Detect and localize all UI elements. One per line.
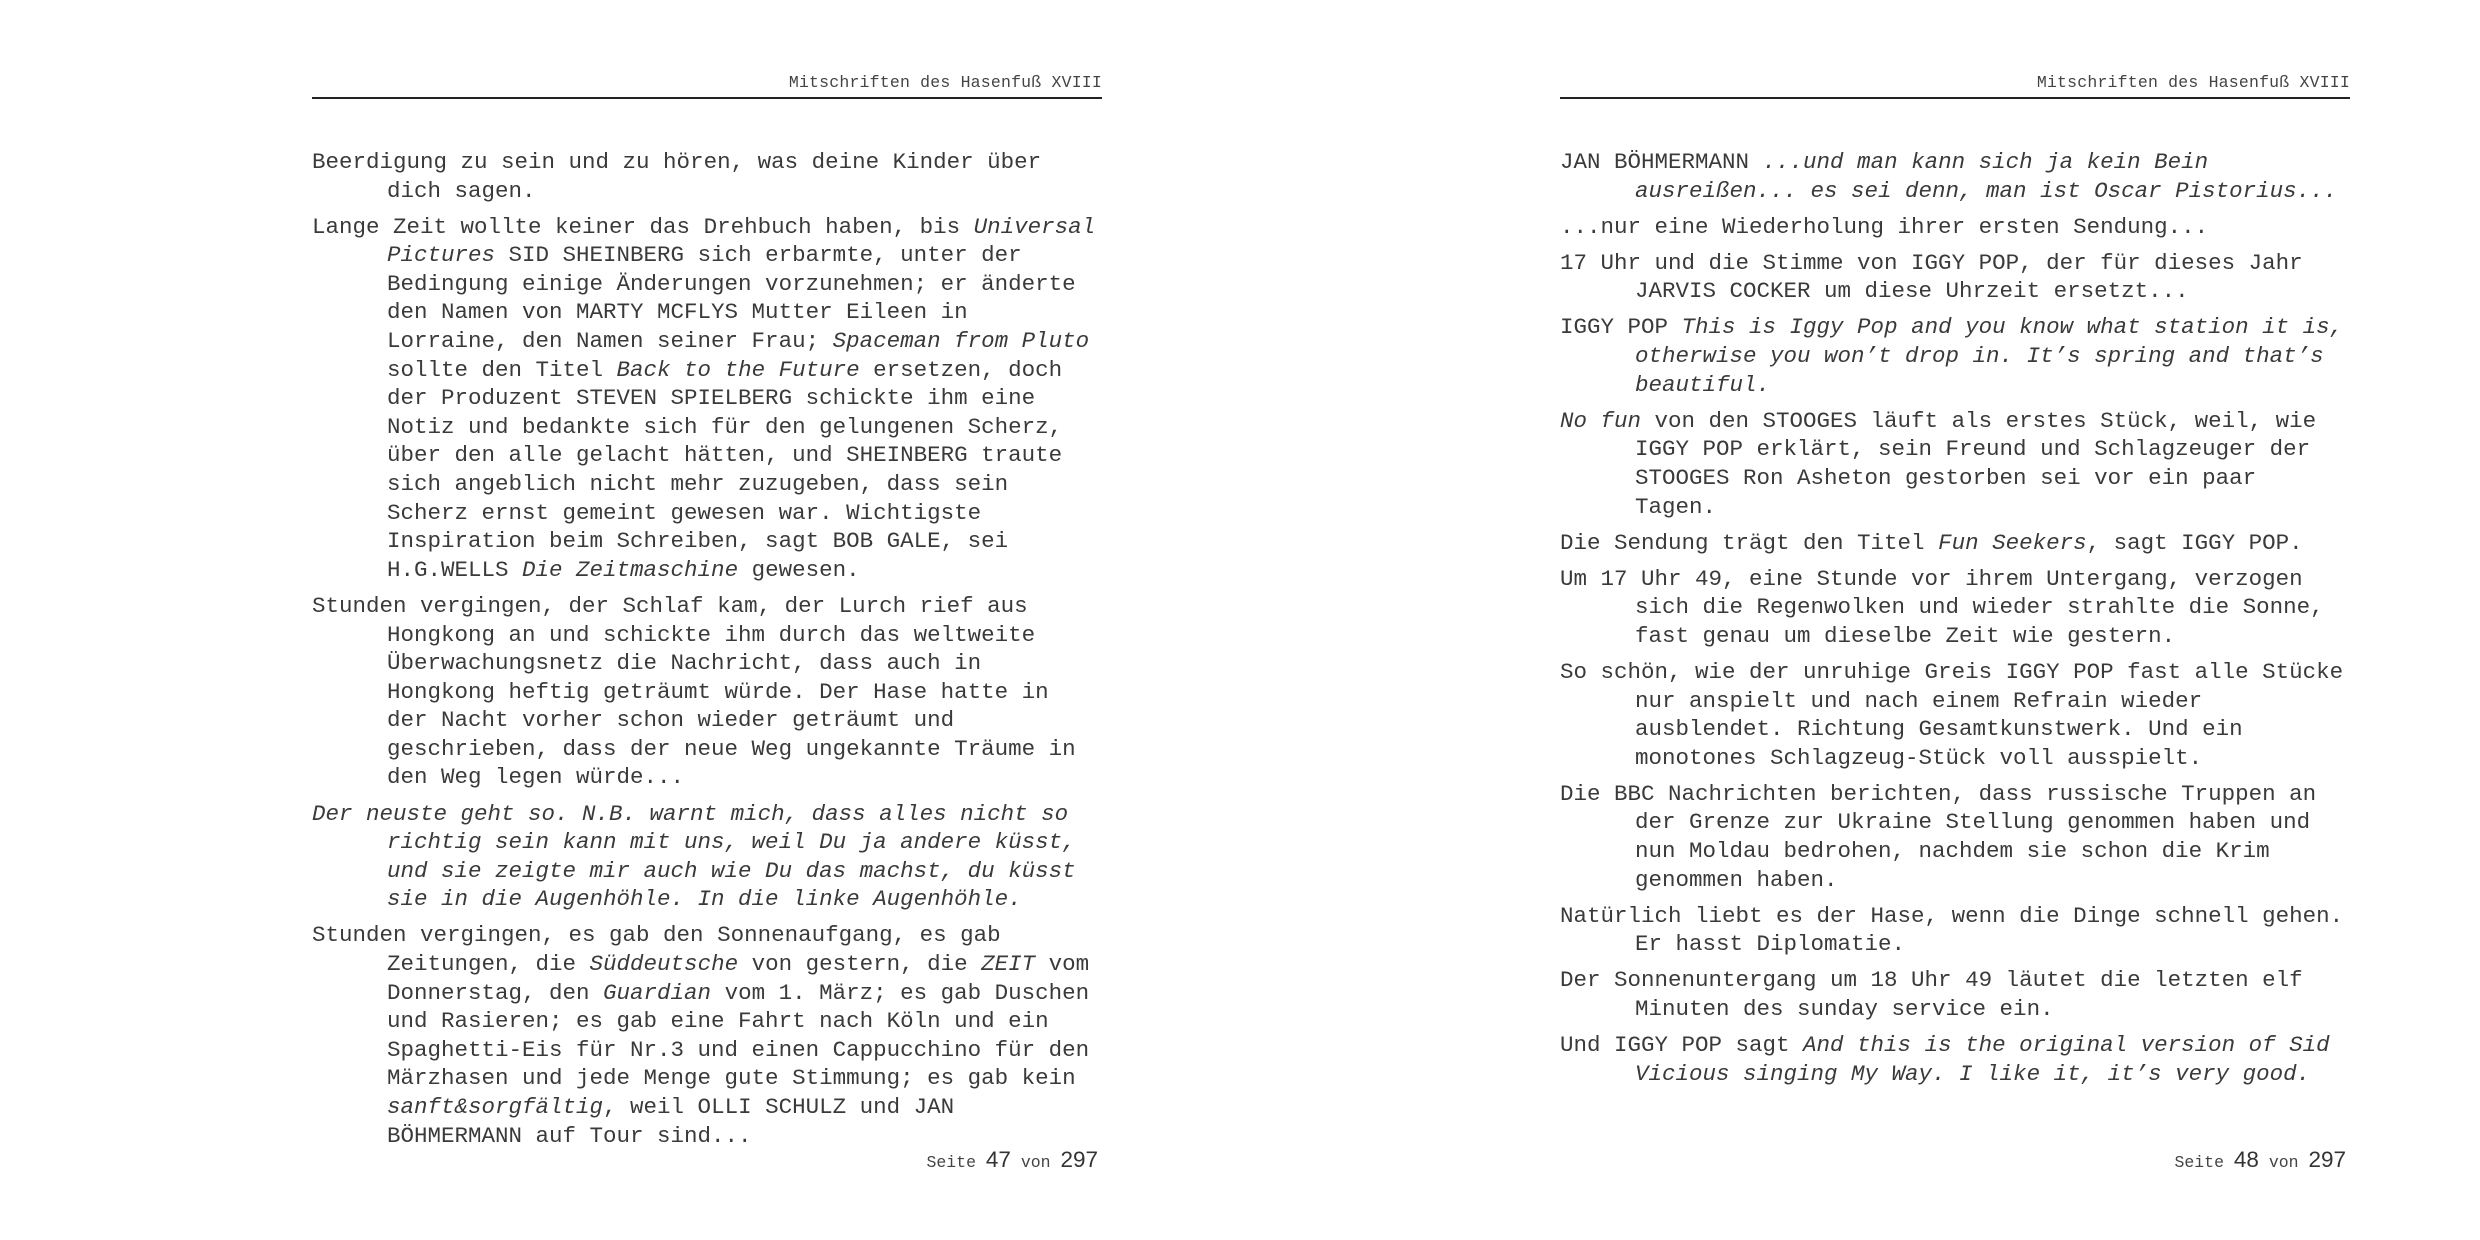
text-run: ersetzen, doch der Produzent STEVEN SPIELBERG schickte ihm eine Notiz und bedankte sich für den gelungenen Scherz, über den alle gelacht hätten, und SHEINBERG traute sich angeblich nicht mehr zuzugeben, dass sein Scherz ernst gemeint gewesen war. Wichtigste Inspiration beim Schreiben, sagt BOB GALE, sei H.G.WELLS	[387, 356, 1063, 583]
total-pages: 297	[1060, 1147, 1098, 1172]
page-number: 47	[985, 1147, 1011, 1172]
paragraph	[1560, 658, 2350, 772]
body-text	[1560, 148, 2350, 1096]
text-run: gewesen.	[738, 556, 860, 583]
text-run: Natürlich liebt es der Hase, wenn die Dinge schnell gehen. Er hasst Diplomatie.	[1560, 902, 2344, 958]
text-run: IGGY POP	[1560, 314, 1682, 341]
right-page	[1560, 0, 2350, 1240]
text-run: , weil OLLI SCHULZ und JAN BÖHMERMANN auf Tour sind...	[387, 1094, 955, 1149]
italic-text: Die Zeitmaschine	[522, 556, 739, 583]
text-run: SID SHEINBERG sich erbarmte, unter der Bedingung einige Änderungen vorzunehmen; er änderte den Namen von MARTY MCFLYS Mutter Eileen in Lorraine, den Namen seiner Frau;	[387, 242, 1076, 355]
page-label: Seite	[926, 1153, 976, 1172]
paragraph	[1560, 902, 2350, 959]
text-run: Stunden vergingen, es gab den Sonnenaufgang, es gab Zeitungen, die	[312, 922, 1001, 978]
paragraph	[1560, 529, 2350, 558]
paragraph	[1560, 780, 2350, 894]
total-pages: 297	[2308, 1147, 2346, 1172]
text-run: 17 Uhr und die Stimme von IGGY POP, der für dieses Jahr JARVIS COCKER um diese Uhrzeit ersetzt...	[1560, 249, 2303, 305]
paragraph	[1560, 966, 2350, 1023]
text-run: Die BBC Nachrichten berichten, dass russische Truppen an der Grenze zur Ukraine Stellung genommen haben und nun Moldau bedrohen, nachdem sie schon die Krim genommen haben.	[1560, 780, 2317, 893]
italic-text: sanft&sorgfältig	[387, 1094, 604, 1120]
of-label: von	[2268, 1153, 2299, 1172]
of-label: von	[1020, 1153, 1051, 1172]
italic-text: ...und man kann sich ja kein Bein ausreißen... es sei denn, man ist Oscar Pistorius...	[1635, 149, 2338, 204]
italic-text: Fun Seekers	[1938, 529, 2087, 556]
header-rule	[312, 97, 1102, 99]
text-run: So schön, wie der unruhige Greis IGGY POP fast alle Stücke nur anspielt und nach einem Refrain wieder ausblendet. Richtung Gesamtkunstwerk. Und ein monotones Schlagzeug-Stück voll ausspielt.	[1560, 659, 2344, 771]
paragraph	[312, 148, 1102, 205]
page-label: Seite	[2174, 1153, 2224, 1172]
text-run: ...nur eine Wiederholung ihrer ersten Sendung...	[1560, 213, 2209, 240]
paragraph	[1560, 565, 2350, 651]
text-run: Beerdigung zu sein und zu hören, was deine Kinder über dich sagen.	[312, 149, 1042, 204]
italic-text: Universal Pictures	[387, 213, 1096, 269]
text-run: Lange Zeit wollte keiner das Drehbuch haben, bis	[312, 213, 974, 240]
text-run: sollte den Titel	[387, 356, 617, 383]
paragraph	[1560, 313, 2350, 399]
text-run: Der Sonnenuntergang um 18 Uhr 49 läutet die letzten elf Minuten des sunday service ein.	[1560, 967, 2303, 1023]
italic-text: Back to the Future	[616, 356, 860, 383]
paragraph	[1560, 407, 2350, 521]
text-run: Um 17 Uhr 49, eine Stunde vor ihrem Untergang, verzogen sich die Regenwolken und wieder strahlte die Sonne, fast genau um dieselbe Zeit wie gestern.	[1560, 565, 2324, 649]
text-run: Und IGGY POP sagt	[1560, 1032, 1804, 1059]
text-run: Die Sendung trägt den Titel	[1560, 529, 1939, 556]
paragraph	[1560, 213, 2350, 242]
paragraph	[1560, 1031, 2350, 1088]
paragraph	[312, 592, 1102, 792]
text-run: von den STOOGES läuft als erstes Stück, weil, wie IGGY POP erklärt, sein Freund und Schlagzeuger der STOOGES Ron Asheton gestorben sei vor ein paar Tagen.	[1635, 407, 2317, 520]
italic-text: Guardian	[603, 979, 712, 1006]
left-page	[312, 0, 1102, 1240]
paragraph	[312, 800, 1102, 914]
italic-text: This is Iggy Pop and you know what station it is, otherwise you won’t drop in. It’s spring and that’s beautiful.	[1635, 314, 2344, 398]
text-run: vom 1. März; es gab Duschen und Rasieren; es gab eine Fahrt nach Köln und ein Spaghetti-Eis für Nr.3 und einen Cappucchino für den Märzhasen und jede Menge gute Stimmung; es gab kein	[387, 979, 1090, 1092]
italic-text: Süddeutsche	[589, 951, 739, 978]
page-number-footer	[2174, 1147, 2346, 1173]
page-number: 48	[2233, 1147, 2259, 1172]
paragraph	[1560, 148, 2350, 205]
text-run: , sagt IGGY POP.	[2086, 529, 2303, 556]
paragraph	[312, 921, 1102, 1150]
text-run: vom Donnerstag, den	[387, 951, 1090, 1006]
paragraph	[1560, 249, 2350, 306]
body-text	[312, 148, 1102, 1158]
paragraph	[312, 213, 1102, 585]
header-rule	[1560, 97, 2350, 99]
text-run: von gestern, die	[738, 951, 982, 978]
text-run: Stunden vergingen, der Schlaf kam, der Lurch rief aus Hongkong an und schickte ihm durch das weltweite Überwachungsnetz die Nachricht, dass auch in Hongkong heftig geträumt würde. Der Hase hatte in der Nacht vorher schon wieder geträumt und geschrieben, dass der neue Weg ungekannte Träume in den Weg legen würde...	[312, 592, 1076, 791]
italic-text: No fun	[1560, 407, 1642, 434]
running-head: Mitschriften des Hasenfuß XVIII	[2036, 73, 2350, 92]
italic-text: Der neuste geht so. N.B. warnt mich, dass alles nicht so richtig sein kann mit uns, weil Du ja andere küsst, und sie zeigte mir auch wie Du das machst, du küsst sie in die Augenhöhle. In die linke Augenhöhle.	[312, 800, 1076, 913]
italic-text: And this is the original version of Sid Vicious singing My Way. I like it, it’s very good.	[1635, 1032, 2330, 1087]
italic-text: ZEIT	[981, 951, 1036, 978]
page-number-footer	[926, 1147, 1098, 1173]
running-head: Mitschriften des Hasenfuß XVIII	[788, 73, 1102, 92]
italic-text: Spaceman from Pluto	[832, 328, 1090, 355]
text-run: JAN BÖHMERMANN	[1560, 149, 1763, 175]
